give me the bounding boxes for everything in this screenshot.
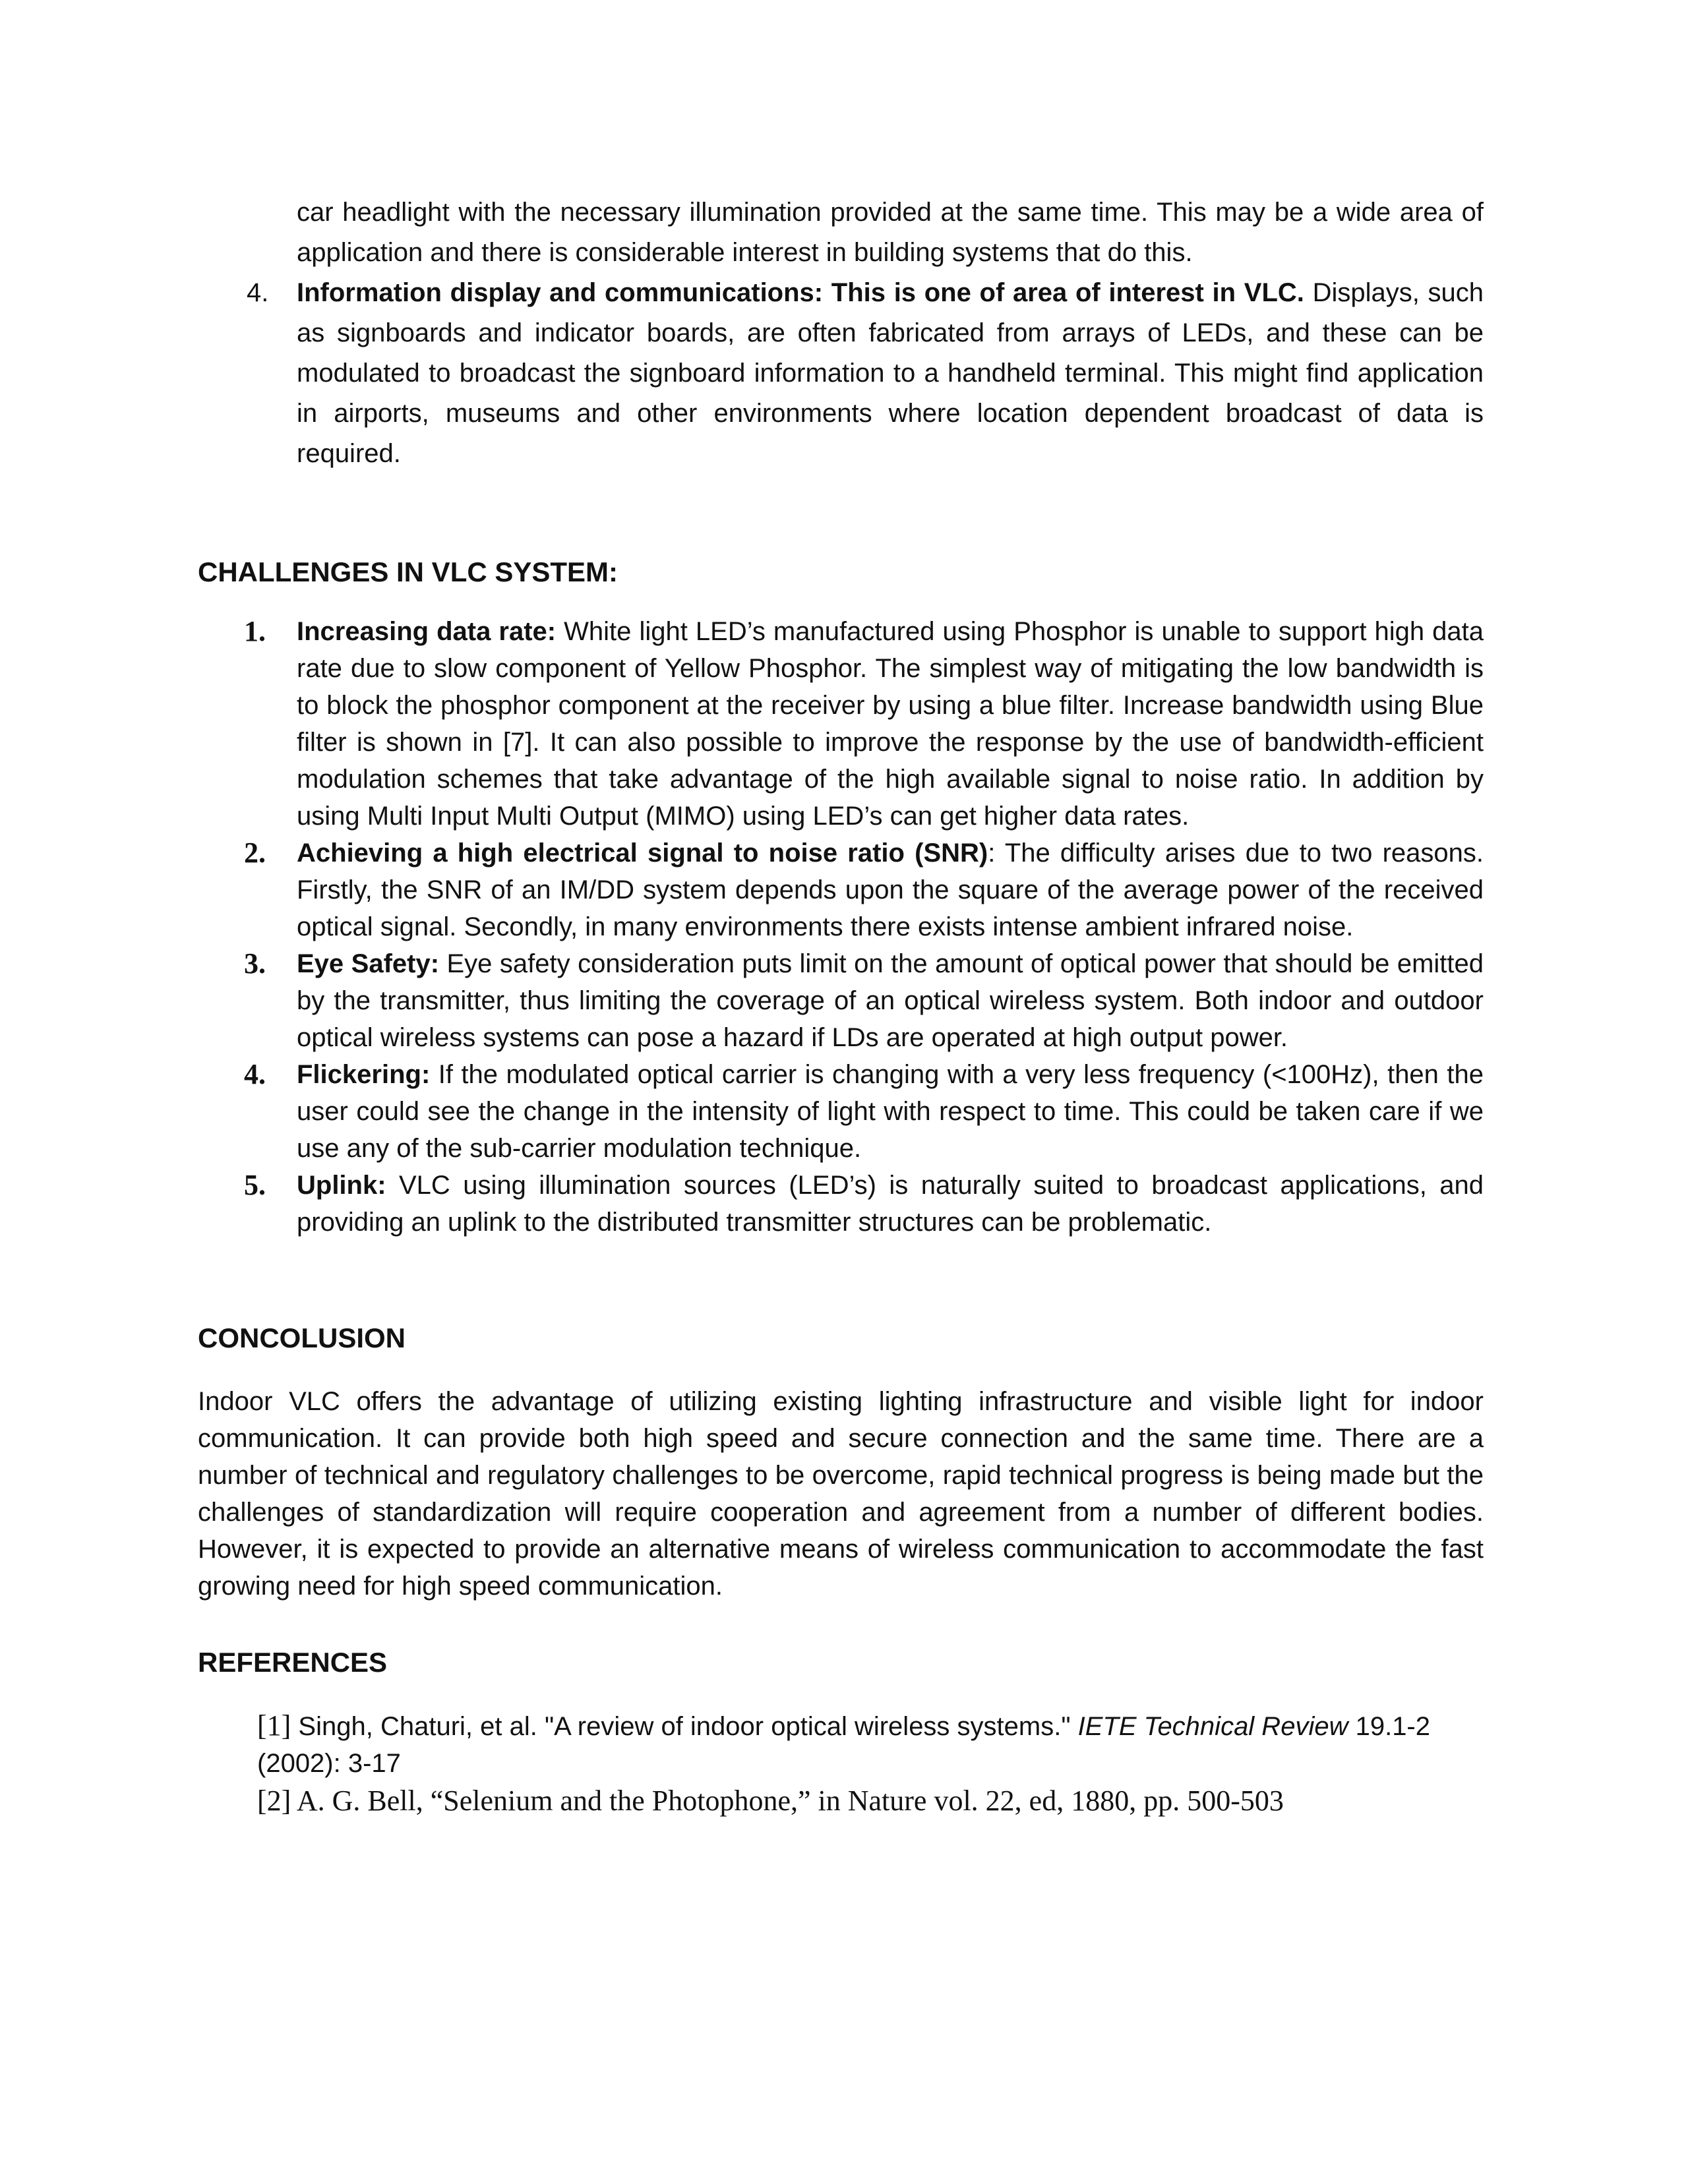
challenge-item-uplink <box>198 1167 1484 1241</box>
list-number: 3. <box>244 947 266 980</box>
challenge-item-snr <box>198 835 1484 945</box>
list-item-text <box>297 945 1484 1056</box>
challenge-item-flickering <box>198 1056 1484 1167</box>
list-item-text <box>297 835 1484 945</box>
references-list <box>198 1707 1484 1820</box>
list-item-title: Achieving a high electrical signal to noise ratio (SNR) <box>297 839 988 868</box>
list-number: 1. <box>244 615 266 647</box>
reference-text-tail: 19.1-2 (2002): 3-17 <box>257 1712 1430 1778</box>
document-page <box>198 192 1484 1820</box>
list-item-text <box>297 613 1484 835</box>
list-item-title: Increasing data rate: <box>297 617 557 646</box>
list-number: 5. <box>244 1169 266 1201</box>
list-item-body: VLC using illumination sources (LED’s) is naturally suited to broadcast applications, and providing an uplink to the distributed transmitter structures can be problematic. <box>297 1171 1484 1237</box>
list-item-text <box>297 273 1484 474</box>
challenge-item-eye-safety <box>198 945 1484 1056</box>
list-item-title: Flickering: <box>297 1060 431 1089</box>
list-continuation-paragraph: car headlight with the necessary illumination provided at the same time. This may be a wide area of application and there is considerable interest in building systems that do this. <box>297 198 1484 267</box>
conclusion-paragraph: Indoor VLC offers the advantage of utilizing existing lighting infrastructure and visible light for indoor communication. It can provide both high speed and secure connection and the same time. There are a number of technical and regulatory challenges to be overcome, rapid technical progress is being made but the challenges of standardization will require cooperation and agreement from a number of different bodies. However, it is expected to provide an alternative means of wireless communication to accommodate the fast growing need for high speed communication. <box>198 1387 1484 1601</box>
list-item-text <box>297 1167 1484 1241</box>
reference-marker: [1] <box>257 1709 291 1742</box>
section-heading-references: REFERENCES <box>198 1647 388 1678</box>
list-number: 4. <box>247 278 269 307</box>
section-heading-conclusion: CONCOLUSION <box>198 1322 406 1353</box>
reference-text: Singh, Chaturi, et al. "A review of indoor optical wireless systems." <box>291 1712 1078 1741</box>
section-heading-challenges: CHALLENGES IN VLC SYSTEM: <box>198 556 618 587</box>
reference-1 <box>257 1707 1484 1782</box>
list-number: 2. <box>244 837 266 869</box>
list-item-body: : The difficulty arises due to two reasons. Firstly, the SNR of an IM/DD system depends upon the square of the average power of the received optical signal. Secondly, in many environments there exists intense ambient infrared noise. <box>297 839 1484 941</box>
challenge-item-data-rate <box>198 613 1484 835</box>
challenges-list <box>198 613 1484 1241</box>
reference-journal: IETE Technical Review <box>1077 1712 1348 1741</box>
list-item-text <box>297 1056 1484 1167</box>
list-item-title: Uplink: <box>297 1171 386 1200</box>
list-item-body: If the modulated optical carrier is changing with a very less frequency (<100Hz), then the user could see the change in the intensity of light with respect to time. This could be taken care if we use any of the sub-carrier modulation technique. <box>297 1060 1484 1163</box>
list-item-information-display <box>198 273 1484 474</box>
list-item-body: Displays, such as signboards and indicator boards, are often fabricated from arrays of LEDs, and these can be modulated to broadcast the signboard information to a handheld terminal. This might find application in airports, museums and other environments where location dependent broadcast of data is required. <box>297 278 1484 468</box>
list-item-body: Eye safety consideration puts limit on the amount of optical power that should be emitted by the transmitter, thus limiting the coverage of an optical wireless system. Both indoor and outdoor optical wireless systems can pose a hazard if LDs are operated at high output power. <box>297 949 1484 1052</box>
list-number: 4. <box>244 1058 266 1090</box>
list-item-body: White light LED’s manufactured using Phosphor is unable to support high data rate due to slow component of Yellow Phosphor. The simplest way of mitigating the low bandwidth is to block the phosphor component at the receiver by using a blue filter. Increase bandwidth using Blue filter is shown in [7]. It can also possible to improve the response by the use of bandwidth-efficient modulation schemes that take advantage of the high available signal to noise ratio. In addition by using Multi Input Multi Output (MIMO) using LED’s can get higher data rates. <box>297 617 1484 831</box>
list-item-title: Eye Safety: <box>297 949 440 978</box>
list-item-title: Information display and communications: This is one of area of interest in VLC. <box>297 278 1304 307</box>
reference-2: [2] A. G. Bell, “Selenium and the Photophone,” in Nature vol. 22, ed, 1880, pp. 500-503 <box>257 1785 1284 1817</box>
